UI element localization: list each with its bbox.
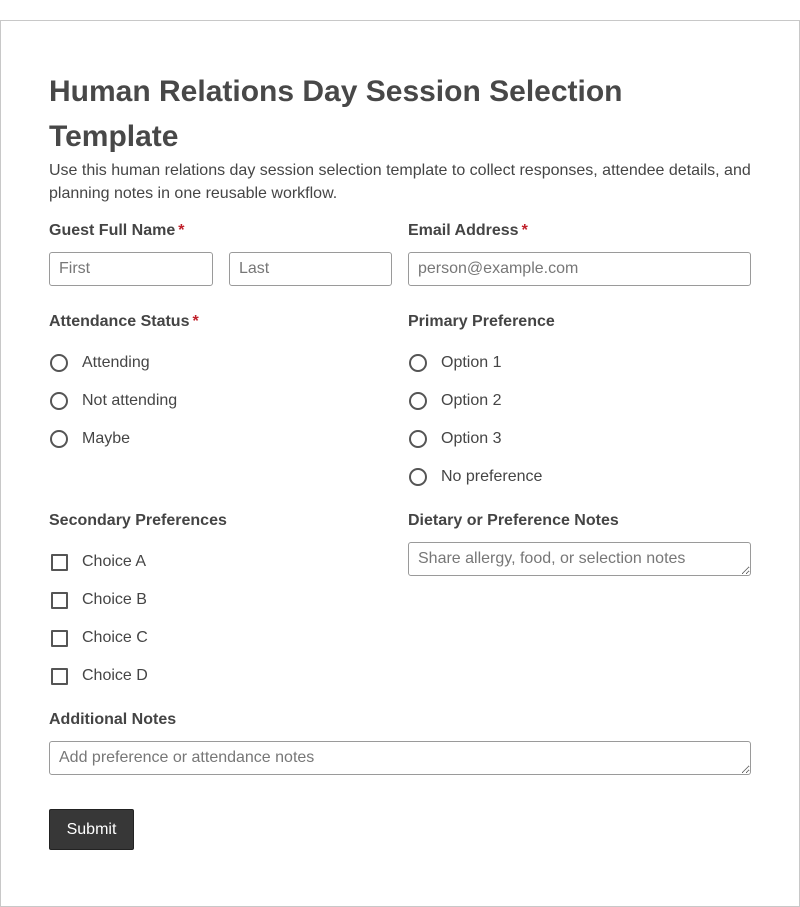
form-container bbox=[0, 20, 800, 907]
secondary-choice-label: Choice A bbox=[82, 553, 147, 570]
attendance-option-label: Maybe bbox=[82, 430, 131, 447]
attendance-option-label: Not attending bbox=[82, 392, 178, 409]
guest-name-label-text: Guest Full Name bbox=[49, 222, 176, 239]
email-input[interactable] bbox=[408, 252, 751, 286]
additional-notes-label bbox=[49, 710, 176, 730]
email-label bbox=[408, 221, 528, 241]
primary-preference-label bbox=[408, 312, 555, 332]
secondary-choice-label: Choice D bbox=[82, 667, 148, 684]
radio-button[interactable] bbox=[409, 392, 427, 410]
radio-button[interactable] bbox=[50, 354, 68, 372]
attendance-option-attending[interactable] bbox=[49, 352, 150, 374]
guest-name-label bbox=[49, 221, 184, 241]
primary-option-1[interactable] bbox=[408, 352, 501, 374]
required-marker: * bbox=[178, 222, 185, 239]
first-name-input[interactable] bbox=[49, 252, 213, 286]
secondary-preferences-label bbox=[49, 511, 227, 531]
primary-option-label: No preference bbox=[441, 468, 543, 485]
attendance-option-maybe[interactable] bbox=[49, 428, 130, 450]
page-title: Human Relations Day Session Selection Template bbox=[49, 75, 623, 153]
attendance-option-label: Attending bbox=[82, 354, 150, 371]
dietary-notes-label-text: Dietary or Preference Notes bbox=[408, 512, 619, 529]
last-name-input[interactable] bbox=[229, 252, 392, 286]
checkbox[interactable] bbox=[51, 554, 68, 571]
secondary-choice-d[interactable] bbox=[49, 665, 148, 687]
primary-option-2[interactable] bbox=[408, 390, 501, 412]
radio-button[interactable] bbox=[409, 430, 427, 448]
secondary-choice-label: Choice B bbox=[82, 591, 147, 608]
primary-option-label: Option 2 bbox=[441, 392, 502, 409]
radio-button[interactable] bbox=[50, 392, 68, 410]
checkbox[interactable] bbox=[51, 592, 68, 609]
radio-button[interactable] bbox=[50, 430, 68, 448]
attendance-status-label-text: Attendance Status bbox=[49, 313, 190, 330]
radio-button[interactable] bbox=[409, 354, 427, 372]
primary-option-no-preference[interactable] bbox=[408, 466, 542, 488]
attendance-status-label bbox=[49, 312, 199, 332]
submit-button[interactable]: Submit bbox=[49, 809, 134, 850]
primary-option-3[interactable] bbox=[408, 428, 501, 450]
required-marker: * bbox=[192, 313, 199, 330]
additional-notes-textarea[interactable] bbox=[49, 741, 751, 775]
email-label-text: Email Address bbox=[408, 222, 519, 239]
radio-button[interactable] bbox=[409, 468, 427, 486]
dietary-notes-textarea[interactable] bbox=[408, 542, 751, 576]
form-description: Use this human relations day session selection template to collect responses, attendee details, and planning notes in one reusable workflow. bbox=[49, 162, 751, 202]
checkbox[interactable] bbox=[51, 630, 68, 647]
primary-option-label: Option 1 bbox=[441, 354, 502, 371]
secondary-preferences-label-text: Secondary Preferences bbox=[49, 512, 227, 529]
primary-preference-label-text: Primary Preference bbox=[408, 313, 555, 330]
secondary-choice-c[interactable] bbox=[49, 627, 148, 649]
secondary-choice-a[interactable] bbox=[49, 551, 146, 573]
required-marker: * bbox=[521, 222, 528, 239]
attendance-option-not-attending[interactable] bbox=[49, 390, 177, 412]
secondary-choice-label: Choice C bbox=[82, 629, 148, 646]
dietary-notes-label bbox=[408, 511, 619, 531]
primary-option-label: Option 3 bbox=[441, 430, 502, 447]
checkbox[interactable] bbox=[51, 668, 68, 685]
additional-notes-label-text: Additional Notes bbox=[49, 711, 177, 728]
secondary-choice-b[interactable] bbox=[49, 589, 147, 611]
